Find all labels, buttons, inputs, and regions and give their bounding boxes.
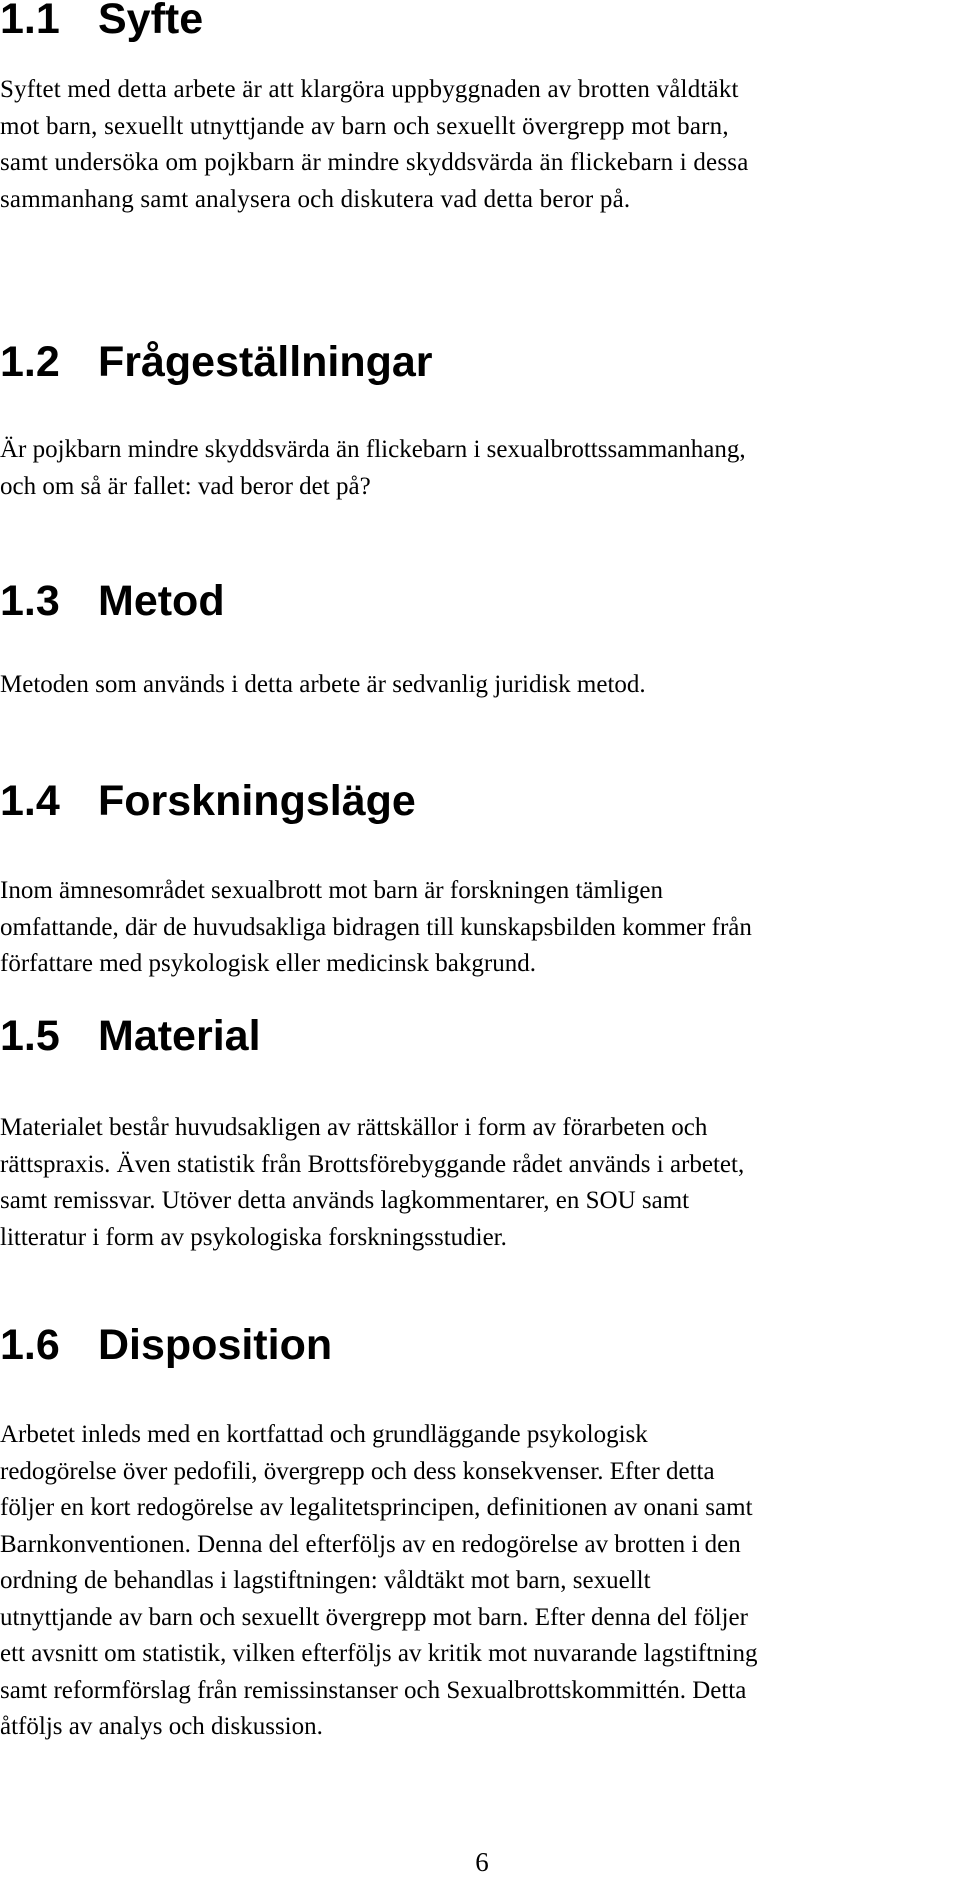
section-title: Frågeställningar bbox=[98, 338, 433, 386]
section-body: Materialet består huvudsakligen av rättskällor i form av förarbeten och rättspraxis. Även statistik från Brottsförebyggande rådet används i arbetet, samt remissvar. Utöver detta används lagkommentarer, en SOU samt litteratur i form av psykologiska forskningsstudier. bbox=[0, 1114, 745, 1251]
section-heading bbox=[0, 1011, 960, 1061]
section-material bbox=[0, 1011, 960, 1061]
section-fragestallningar-body-wrap bbox=[0, 432, 960, 505]
section-title: Disposition bbox=[98, 1321, 333, 1369]
section-material-body-wrap bbox=[0, 1110, 960, 1256]
section-number: 1.3 bbox=[0, 577, 60, 625]
section-number: 1.5 bbox=[0, 1012, 60, 1060]
section-body: Är pojkbarn mindre skyddsvärda än flickebarn i sexualbrottssammanhang, och om så är fallet: vad beror det på? bbox=[0, 436, 746, 500]
section-number: 1.6 bbox=[0, 1321, 60, 1369]
section-body: Metoden som används i detta arbete är sedvanlig juridisk metod. bbox=[0, 671, 646, 698]
section-metod-body-wrap bbox=[0, 667, 960, 704]
section-metod bbox=[0, 576, 960, 626]
section-syfte-body-wrap bbox=[0, 72, 960, 218]
section-number: 1.4 bbox=[0, 777, 60, 825]
section-title: Material bbox=[98, 1012, 261, 1060]
section-fragestallningar bbox=[0, 337, 960, 387]
section-syfte bbox=[0, 0, 960, 44]
section-heading bbox=[0, 776, 960, 826]
section-heading bbox=[0, 1320, 960, 1370]
section-number: 1.1 bbox=[0, 0, 60, 43]
section-title: Metod bbox=[98, 577, 225, 625]
section-title: Syfte bbox=[98, 0, 204, 43]
section-heading bbox=[0, 337, 960, 387]
section-disposition-body-wrap bbox=[0, 1417, 960, 1746]
section-title: Forskningsläge bbox=[98, 777, 416, 825]
section-heading bbox=[0, 576, 960, 626]
section-body: Arbetet inleds med en kortfattad och grundläggande psykologisk redogörelse över pedofili, övergrepp och dess konsekvenser. Efter detta följer en kort redogörelse av legalitetsprincipen, definitionen av onani samt Barnkonventionen. Denna del efterföljs av en redogörelse av brotten i den ordning de behandlas i lagstiftningen: våldtäkt mot barn, sexuellt utnyttjande av barn och sexuellt övergrepp mot barn. Efter denna del följer ett avsnitt om statistik, vilken efterföljs av kritik mot nuvarande lagstiftning samt reformförslag från remissinstanser och Sexualbrottskommittén. Detta åtföljs av analys och diskussion. bbox=[0, 1421, 758, 1740]
section-disposition bbox=[0, 1320, 960, 1370]
page-number: 6 bbox=[475, 1847, 489, 1877]
section-number: 1.2 bbox=[0, 338, 60, 386]
section-forskningslage bbox=[0, 776, 960, 826]
section-heading bbox=[0, 0, 960, 44]
section-body: Syftet med detta arbete är att klargöra uppbyggnaden av brotten våldtäkt mot barn, sexuellt utnyttjande av barn och sexuellt övergrepp mot barn, samt undersöka om pojkbarn är mindre skyddsvärda än flickebarn i dessa sammanhang samt analysera och diskutera vad detta beror på. bbox=[0, 76, 749, 213]
section-body: Inom ämnesområdet sexualbrott mot barn är forskningen tämligen omfattande, där de huvudsakliga bidragen till kunskapsbilden kommer från författare med psykologisk eller medicinsk bakgrund. bbox=[0, 877, 752, 977]
section-forskningslage-body-wrap bbox=[0, 873, 960, 983]
